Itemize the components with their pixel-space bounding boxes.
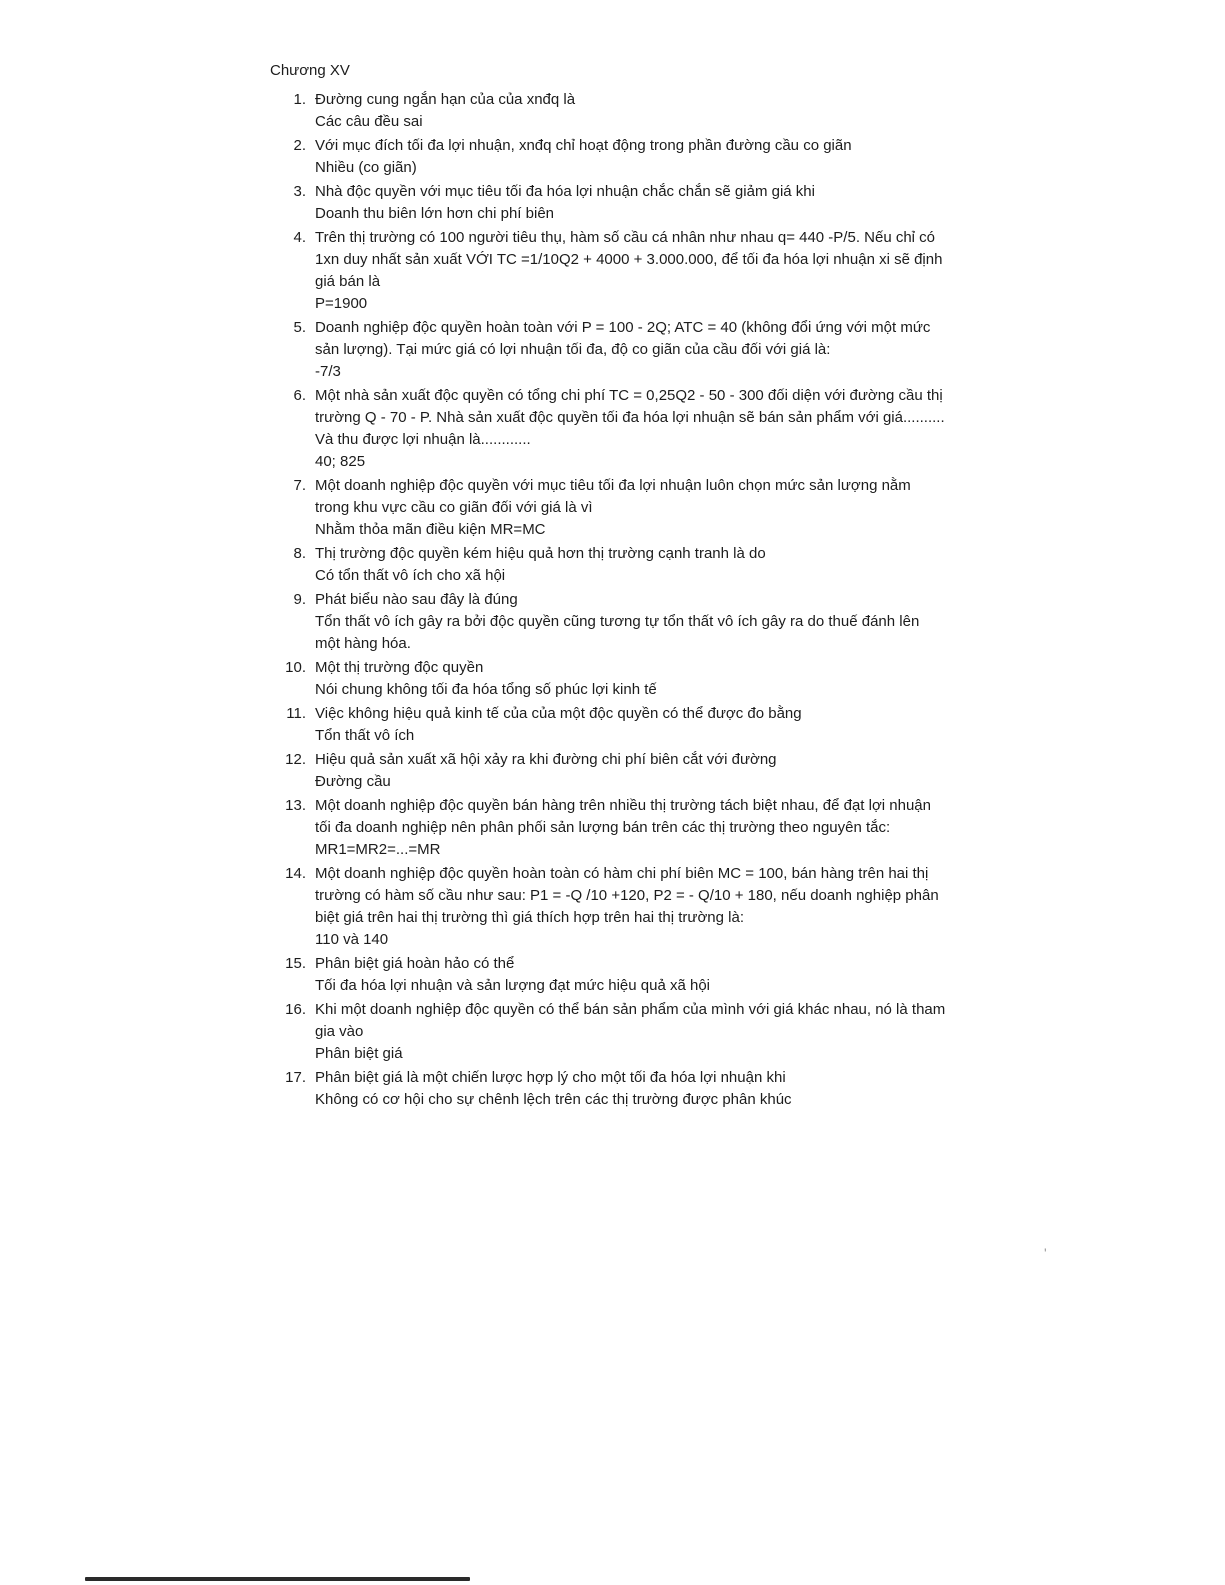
- question-text: Khi một doanh nghiệp độc quyền có thể bán sản phẩm của mình với giá khác nhau, nó là tham gia vào: [315, 1001, 946, 1040]
- question-text: Phân biệt giá hoàn hảo có thể: [315, 955, 515, 972]
- question-body: [315, 999, 946, 1065]
- question-item: [270, 589, 946, 655]
- question-text: Với mục đích tối đa lợi nhuận, xnđq chỉ hoạt động trong phần đường cầu co giãn: [315, 137, 852, 154]
- answer-text: Nhiều (co giãn): [315, 159, 417, 176]
- question-body: [315, 475, 946, 541]
- question-list: [270, 89, 946, 1111]
- question-item: [270, 181, 946, 225]
- question-number: 3.: [293, 183, 306, 200]
- quiz-content: [270, 60, 946, 1113]
- question-text: Phân biệt giá là một chiến lược hợp lý cho một tối đa hóa lợi nhuận khi: [315, 1069, 786, 1086]
- question-item: [270, 795, 946, 861]
- question-text: Nhà độc quyền với mục tiêu tối đa hóa lợi nhuận chắc chắn sẽ giảm giá khi: [315, 183, 815, 200]
- question-number: 16.: [285, 1001, 306, 1018]
- question-number: 8.: [293, 545, 306, 562]
- question-item: [270, 749, 946, 793]
- question-number: 12.: [285, 751, 306, 768]
- question-number: 9.: [293, 591, 306, 608]
- answer-text: Doanh thu biên lớn hơn chi phí biên: [315, 205, 555, 222]
- question-text: Một doanh nghiệp độc quyền với mục tiêu tối đa lợi nhuận luôn chọn mức sản lượng nằm trong khu vực cầu co giãn đối với giá là vì: [315, 477, 911, 516]
- question-item: [270, 953, 946, 997]
- question-body: [315, 89, 946, 133]
- answer-text: Tổn thất vô ích: [315, 727, 415, 744]
- question-number: 14.: [285, 865, 306, 882]
- question-item: [270, 1067, 946, 1111]
- question-body: [315, 1067, 946, 1111]
- question-number: 2.: [293, 137, 306, 154]
- scan-artifact-mark: ': [1044, 1245, 1047, 1261]
- answer-text: MR1=MR2=...=MR: [315, 841, 441, 858]
- question-text: Một nhà sản xuất độc quyền có tổng chi phí TC = 0,25Q2 - 50 - 300 đối diện với đường cầu thị trường Q - 70 - P. Nhà sản xuất độc quyền tối đa hóa lợi nhuận sẽ bán sản phẩm với giá.......... Và thu được lợi nhuận là............: [315, 387, 945, 448]
- question-number: 13.: [285, 797, 306, 814]
- question-text: Một thị trường độc quyền: [315, 659, 484, 676]
- question-body: [315, 385, 946, 473]
- question-text: Một doanh nghiệp độc quyền bán hàng trên nhiều thị trường tách biệt nhau, để đạt lợi nhuận tối đa doanh nghiệp nên phân phối sản lượng bán trên các thị trường theo nguyên tắc:: [315, 797, 931, 836]
- question-body: [315, 863, 946, 951]
- question-text: Phát biểu nào sau đây là đúng: [315, 591, 518, 608]
- question-number: 10.: [285, 659, 306, 676]
- chapter-title: Chương XV: [270, 62, 350, 79]
- question-body: [315, 749, 946, 793]
- question-number: 4.: [293, 229, 306, 246]
- question-item: [270, 543, 946, 587]
- question-item: [270, 135, 946, 179]
- answer-text: 110 và 140: [315, 931, 389, 948]
- question-text: Đường cung ngắn hạn của của xnđq là: [315, 91, 576, 108]
- answer-text: Đường cầu: [315, 773, 391, 790]
- question-item: [270, 475, 946, 541]
- question-number: 6.: [293, 387, 306, 404]
- question-text: Thị trường độc quyền kém hiệu quả hơn thị trường cạnh tranh là do: [315, 545, 766, 562]
- question-item: [270, 227, 946, 315]
- question-text: Trên thị trường có 100 người tiêu thụ, hàm số cầu cá nhân như nhau q= 440 -P/5. Nếu chỉ có 1xn duy nhất sản xuất VỚI TC =1/10Q2 + 4000 + 3.000.000, để tối đa hóa lợi nhuận xi sẽ định giá bán là: [315, 229, 943, 290]
- question-number: 1.: [293, 91, 306, 108]
- question-text: Doanh nghiệp độc quyền hoàn toàn với P = 100 - 2Q; ATC = 40 (không đổi ứng với một mức sản lượng). Tại mức giá có lợi nhuận tối đa, độ co giãn của cầu đối với giá là:: [315, 319, 931, 358]
- question-body: [315, 795, 946, 861]
- question-body: [315, 589, 946, 655]
- question-item: [270, 657, 946, 701]
- question-body: [315, 227, 946, 315]
- question-item: [270, 385, 946, 473]
- question-body: [315, 543, 946, 587]
- question-item: [270, 703, 946, 747]
- question-text: Việc không hiệu quả kinh tế của của một độc quyền có thể được đo bằng: [315, 705, 802, 722]
- question-number: 5.: [293, 319, 306, 336]
- question-number: 11.: [286, 705, 306, 722]
- answer-text: Có tổn thất vô ích cho xã hội: [315, 567, 506, 584]
- answer-text: Không có cơ hội cho sự chênh lệch trên các thị trường được phân khúc: [315, 1091, 792, 1108]
- question-body: [315, 657, 946, 701]
- question-body: [315, 181, 946, 225]
- answer-text: Các câu đều sai: [315, 113, 423, 130]
- question-number: 17.: [285, 1069, 306, 1086]
- answer-text: Nhằm thỏa mãn điều kiện MR=MC: [315, 521, 546, 538]
- question-item: [270, 999, 946, 1065]
- question-text: Hiệu quả sản xuất xã hội xảy ra khi đường chi phí biên cắt với đường: [315, 751, 777, 768]
- question-number: 15.: [285, 955, 306, 972]
- question-body: [315, 317, 946, 383]
- question-number: 7.: [293, 477, 306, 494]
- answer-text: 40; 825: [315, 453, 366, 470]
- question-body: [315, 953, 946, 997]
- question-item: [270, 863, 946, 951]
- question-body: [315, 135, 946, 179]
- answer-text: Nói chung không tối đa hóa tổng số phúc lợi kinh tế: [315, 681, 657, 698]
- question-body: [315, 703, 946, 747]
- question-text: Một doanh nghiệp độc quyền hoàn toàn có hàm chi phí biên MC = 100, bán hàng trên hai thị trường có hàm số cầu như sau: P1 = -Q /10 +120, P2 = - Q/10 + 180, nếu doanh nghiệp phân biệt giá trên hai thị trường thì giá thích hợp trên hai thị trường là:: [315, 865, 939, 926]
- answer-text: -7/3: [315, 363, 341, 380]
- answer-text: Phân biệt giá: [315, 1045, 403, 1062]
- question-item: [270, 89, 946, 133]
- answer-text: Tối đa hóa lợi nhuận và sản lượng đạt mức hiệu quả xã hội: [315, 977, 710, 994]
- answer-text: Tổn thất vô ích gây ra bởi độc quyền cũng tương tự tổn thất vô ích gây ra do thuế đánh lên một hàng hóa.: [315, 613, 920, 652]
- scan-artifact-line: [85, 1577, 470, 1581]
- answer-text: P=1900: [315, 295, 368, 312]
- question-item: [270, 317, 946, 383]
